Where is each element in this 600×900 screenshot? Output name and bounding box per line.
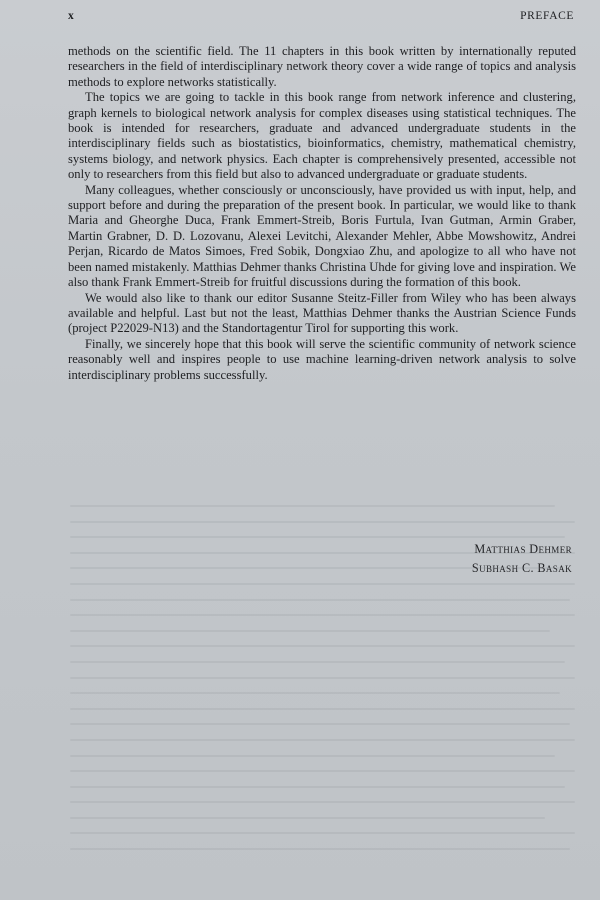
paragraph: methods on the scientific field. The 11 chapters in this book written by internationally reputed researchers in the field of interdisciplinary network theory cover a wide range of topics and analysis methods to explore networks statistically. — [68, 44, 576, 89]
paragraph: We would also like to thank our editor Susanne Steitz-Filler from Wiley who has been always available and helpful. Last but not the least, Matthias Dehmer thanks the Austrian Science Funds (project P22029-N13) and the Standortagentur Tirol for supporting this work. — [68, 290, 576, 336]
paragraph: Finally, we sincerely hope that this book will serve the scientific community of network science reasonably well and inspires people to use machine learning-driven network analysis to solve interdisciplinary problems successfully. — [68, 336, 576, 382]
paragraph: The topics we are going to tackle in this book range from network inference and clustering, graph kernels to biological network analysis for complex diseases using statistical techniques. The book is intended for researchers, graduate and advanced undergraduate students in the interdisciplinary fields such as biostatistics, bioinformatics, chemistry, mathematical chemistry, systems biology, and network physics. Each chapter is comprehensively presented, accessible not only to researchers from this field but also to advanced undergraduate or graduate students. — [68, 90, 576, 182]
preface-body — [68, 44, 576, 383]
running-title: PREFACE — [520, 10, 574, 22]
author-name: Subhash C. Basak — [471, 561, 572, 575]
page-number: x — [68, 10, 75, 22]
author-signatures — [472, 540, 572, 578]
paragraph: Many colleagues, whether consciously or unconsciously, have provided us with input, help, and support before and during the preparation of the present book. In particular, we would like to thank Maria and Gheorghe Duca, Frank Emmert-Streib, Boris Furtula, Ivan Gutman, Armin Graber, Martin Grabner, D. D. Lozovanu, Alexei Levitchi, Alexander Mehler, Abbe Mowshowitz, Andrei Perjan, Ricardo de Matos Simoes, Fred Sobik, Dongxiao Zhu, and apologize to all who have not been named mistakenly. Matthias Dehmer thanks Christina Uhde for giving love and inspiration. We also thank Frank Emmert-Streib for fruitful discussions during the formation of this book. — [68, 182, 576, 290]
author-name: Matthias Dehmer — [474, 542, 572, 556]
running-head — [68, 10, 574, 28]
